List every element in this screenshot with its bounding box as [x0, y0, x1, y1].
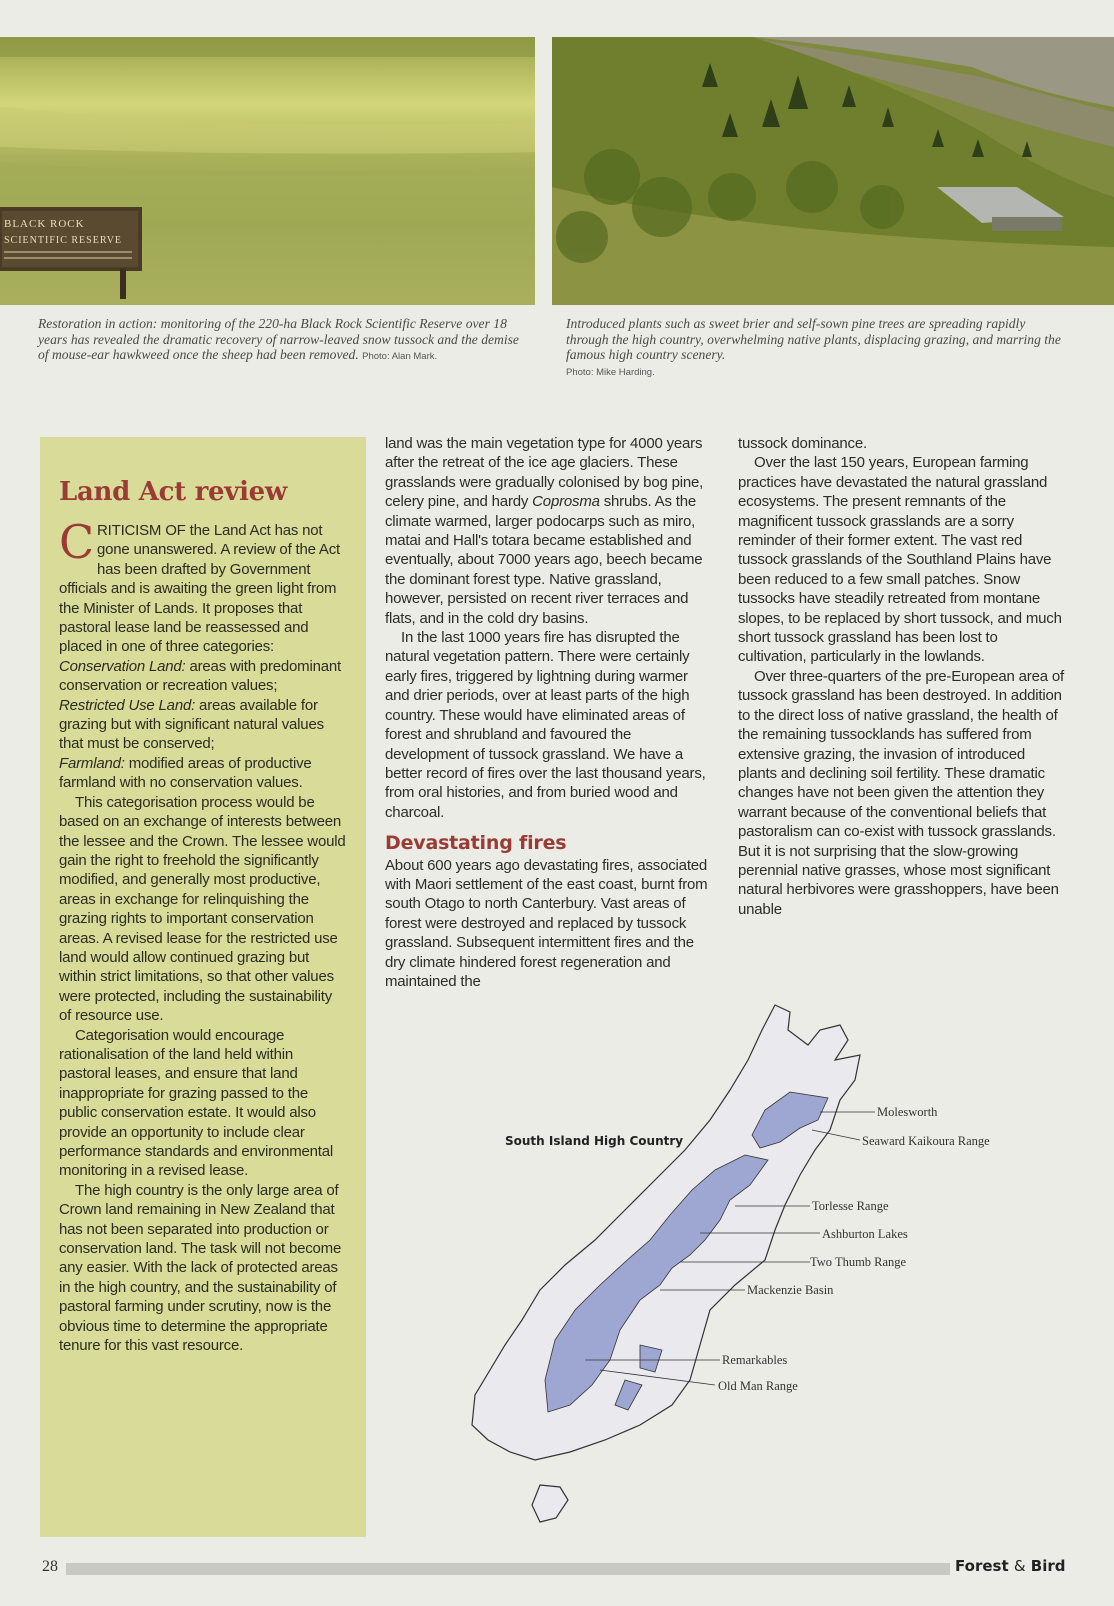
sidebar-p3: Categorisation would encourage rationalisation of the land held within pastoral leases, and ensure that land inappropriate for grazing passed to the public conservation estate. It would also provide an opportunity to include clear performance standards and environmental monitoring in a revised lease. [59, 1026, 334, 1180]
sidebar-title: Land Act review [59, 477, 287, 507]
brand-b: Bird [1025, 1557, 1066, 1575]
magazine-brand [955, 1557, 1065, 1575]
drop-cap: C [59, 515, 94, 569]
cat3-label: Farmland: [59, 754, 125, 772]
map-label-old-man-range: Old Man Range [718, 1379, 798, 1393]
col2-p2: In the last 1000 years fire has disrupted the natural vegetation pattern. There were certainly early fires, triggered by lightning during warmer and drier periods, over at least parts of the high country. These would have eliminated areas of forest and shrubland and favoured the development of tussock grassland. We have a better record of fires over the last thousand years, from oral histories, and from buried wood and charcoal. [385, 629, 706, 821]
col2-p1b: shrubs. As the climate warmed, larger podocarps such as miro, matai and Hall's totara became established and eventually, about 7000 years ago, beech became the dominant forest type. Native grassland, however, persisted on recent river terraces and flats, and in the cold dry basins. [385, 493, 703, 627]
col3-p3: Over three-quarters of the pre-European area of tussock grassland has been destroyed. In addition to the direct loss of native grassland, the health of the remaining tussocklands has suffered from extensive grazing, the invasion of introduced plants and declining soil fertility. These dramatic changes have not been given the attention they warrant because of the conventional beliefs that pastoralism can co-exist with tussock grasslands. But it is not surprising that the slow-growing perennial native grasses, whose most significant natural herbivores were grasshoppers, have been unable [738, 667, 1064, 918]
devastating-fires-heading: Devastating fires [385, 832, 567, 855]
brand-a: Forest [955, 1557, 1014, 1575]
sidebar-p1: RITICISM OF the Land Act has not gone unanswered. A review of the Act has been drafted by Government officials and is awaiting the green light from the Minister of Lands. It proposes that pastoral lease land be reassessed and placed in one of three categories: [59, 522, 340, 656]
map-label-two-thumb: Two Thumb Range [810, 1255, 907, 1269]
map-label-torlesse: Torlesse Range [812, 1199, 889, 1213]
cat2-text: areas available for grazing but with significant natural values that must be conserved; [59, 696, 324, 753]
cat1-text: areas with predominant conservation or recreation values; [59, 657, 341, 695]
right-caption-text: Introduced plants such as sweet brier and self-sown pine trees are spreading rapidly through the high country, overwhelming native plants, displacing grazing, and marring the famous high country scenery. [566, 316, 1061, 362]
col3-p1: tussock dominance. [738, 435, 867, 452]
map-label-mackenzie-basin: Mackenzie Basin [747, 1283, 834, 1297]
footer-rule [66, 1563, 950, 1575]
col2-p3: About 600 years ago devastating fires, associated with Maori settlement of the east coast, burnt from south Otago to north Canterbury. Vast areas of forest were destroyed and replaced by tussock grassland. Subsequent intermittent fires and the dry climate hindered forest regeneration and maintained the [385, 856, 708, 990]
col3-p2: Over the last 150 years, European farming practices have devastated the natural grassland ecosystems. The present remnants of the magnificent tussock grasslands are a sorry reminder of their former extent. The vast red tussock grasslands of the Southland Plains have been reduced to a few small patches. Snow tussocks have steadily retreated from montane slopes, to be replaced by short tussock, and much short tussock grassland has been lost to cultivation, particularly in the lowlands. [738, 454, 1062, 666]
col2-p1a: land was the main vegetation type for 4000 years after the retreat of the ice age glaciers. These grasslands were gradually colonised by bog pine, celery pine, and hardy [385, 435, 704, 511]
sign-line-1: BLACK ROCK [4, 218, 85, 230]
cat2-label: Restricted Use Land: [59, 696, 196, 714]
cat1-label: Conservation Land: [59, 657, 186, 675]
map-label-seaward-kaikoura: Seaward Kaikoura Range [862, 1134, 990, 1148]
map-label-remarkables: Remarkables [722, 1353, 788, 1367]
cat3-text: modified areas of productive farmland with no conservation values. [59, 754, 312, 792]
stewart-island [532, 1485, 568, 1522]
sidebar-p2: This categorisation process would be based on an exchange of interests between the lessee and the Crown. The lessee would gain the right to freehold the significantly modified, and generally most productive, areas in exchange for relinquishing the grazing rights to important conservation areas. A revised lease for the restricted use land would allow continued grazing but within strict limitations, so that other values were protected, including the sustainability of resource use. [59, 793, 346, 1025]
left-photo-credit: Photo: Alan Mark. [362, 351, 438, 362]
page-number: 28 [42, 1558, 58, 1575]
sidebar-p4: The high country is the only large area of Crown land remaining in New Zealand that has not been separated into production or conservation land. The task will not become any easier. With the lack of protected areas in the high country, and the sustainability of pastoral farming under scrutiny, now is the obvious time to determine the appropriate tenure for this vast resource. [59, 1181, 342, 1355]
brand-amp: & [1013, 1557, 1026, 1575]
map-title: South Island High Country [505, 1134, 684, 1148]
right-photo-credit: Photo: Mike Harding. [566, 366, 655, 378]
map-label-molesworth: Molesworth [877, 1105, 938, 1119]
map-label-ashburton-lakes: Ashburton Lakes [822, 1227, 908, 1241]
sign-line-2: SCIENTIFIC RESERVE [4, 235, 123, 246]
left-caption-text: Restoration in action: monitoring of the 220-ha Black Rock Scientific Reserve over 18 years has revealed the dramatic recovery of narrow-leaved snow tussock and the demise of mouse-ear hawkweed once the sheep had been removed. [38, 316, 519, 362]
col2-p1-italic: Coprosma [532, 493, 600, 511]
